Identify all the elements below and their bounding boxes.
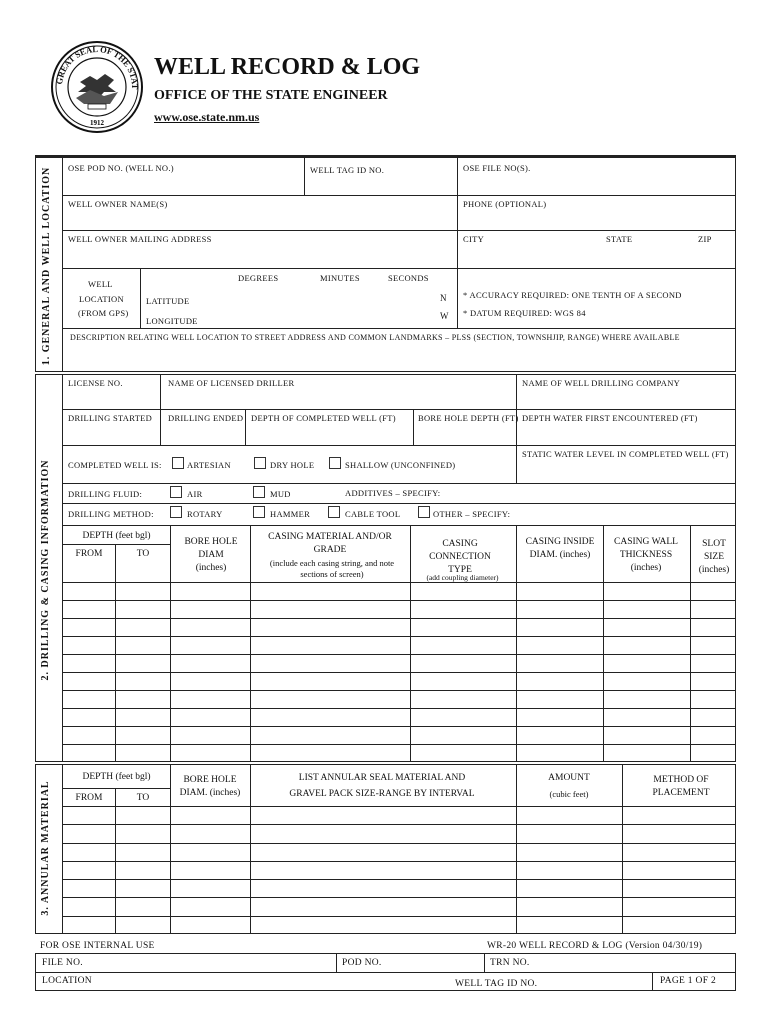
phone-label: PHONE (OPTIONAL) (463, 199, 547, 209)
svg-text:GREAT SEAL OF THE STATE OF NEW: GREAT SEAL OF THE STAT (54, 43, 141, 90)
ose-pod-label: OSE POD NO. (WELL NO.) (68, 163, 174, 173)
table-cell[interactable] (251, 898, 515, 914)
completed-well-label: COMPLETED WELL IS: (68, 460, 162, 470)
table-cell[interactable] (251, 825, 515, 841)
table-cell[interactable] (411, 619, 515, 635)
table-cell[interactable] (604, 619, 689, 635)
table-cell[interactable] (691, 727, 735, 743)
rotary-label: ROTARY (187, 509, 223, 519)
section2-label: 2. DRILLING & CASING INFORMATION (40, 459, 51, 681)
table-cell[interactable] (116, 727, 169, 743)
casing-depth-header: DEPTH (feet bgl) (82, 531, 151, 541)
table-cell[interactable] (171, 898, 249, 914)
table-cell[interactable] (517, 601, 602, 617)
well-location-label-2: LOCATION (79, 294, 124, 304)
drilling-fluid-label: DRILLING FLUID: (68, 489, 143, 499)
table-cell[interactable] (171, 807, 249, 823)
table-cell[interactable] (63, 917, 114, 933)
drilling-started-label: DRILLING STARTED (68, 413, 153, 423)
well-tag-footer-label: WELL TAG ID NO. (455, 979, 538, 989)
table-cell[interactable] (63, 601, 114, 617)
water-first-label: DEPTH WATER FIRST ENCOUNTERED (FT) (522, 413, 698, 423)
artesian-label: ARTESIAN (187, 460, 231, 470)
table-cell[interactable] (171, 727, 249, 743)
table-cell[interactable] (116, 655, 169, 671)
table-cell[interactable] (171, 691, 249, 707)
table-cell[interactable] (116, 880, 169, 896)
city-label: CITY (463, 234, 485, 244)
table-cell[interactable] (171, 745, 249, 761)
page-title: WELL RECORD & LOG (154, 54, 421, 80)
table-cell[interactable] (604, 673, 689, 689)
table-cell[interactable] (116, 709, 169, 725)
driller-name-label: NAME OF LICENSED DRILLER (168, 378, 295, 388)
location-description-label: DESCRIPTION RELATING WELL LOCATION TO STREET ADDRESS AND COMMON LANDMARKS – PLSS (SECTION, TOWNSHJIP, RANGE) WHERE AVAILABLE (70, 333, 680, 342)
table-cell[interactable] (517, 898, 621, 914)
table-cell[interactable] (63, 655, 114, 671)
table-cell[interactable] (604, 727, 689, 743)
table-cell[interactable] (517, 880, 621, 896)
table-cell[interactable] (251, 691, 409, 707)
longitude-label: LONGITUDE (146, 316, 198, 326)
table-cell[interactable] (517, 709, 602, 725)
table-cell[interactable] (517, 844, 621, 860)
table-cell[interactable] (623, 898, 735, 914)
table-cell[interactable] (116, 862, 169, 878)
table-cell[interactable] (411, 709, 515, 725)
table-cell[interactable] (411, 583, 515, 599)
table-cell[interactable] (63, 619, 114, 635)
section3-label: 3. ANNULAR MATERIAL (40, 780, 51, 916)
drilling-method-label: DRILLING METHOD: (68, 509, 154, 519)
table-cell[interactable] (411, 655, 515, 671)
section1-label: 1. GENERAL AND WELL LOCATION (41, 166, 52, 366)
seconds-label: SECONDS (388, 273, 429, 283)
drilling-ended-label: DRILLING ENDED (168, 413, 244, 423)
table-cell[interactable] (604, 709, 689, 725)
table-cell[interactable] (691, 691, 735, 707)
table-cell[interactable] (691, 673, 735, 689)
table-cell[interactable] (691, 709, 735, 725)
latitude-field[interactable] (200, 286, 430, 304)
longitude-w: W (440, 311, 449, 321)
owner-name-label: WELL OWNER NAME(S) (68, 199, 168, 209)
casing-connection-note: (add coupling diameter) (426, 573, 499, 582)
hammer-checkbox[interactable] (253, 506, 265, 518)
well-location-label-1: WELL (88, 279, 113, 289)
table-cell[interactable] (691, 601, 735, 617)
table-cell[interactable] (691, 637, 735, 653)
table-cell[interactable] (171, 709, 249, 725)
table-cell[interactable] (411, 673, 515, 689)
page-number: PAGE 1 OF 2 (660, 976, 717, 986)
trn-no-label: TRN NO. (490, 958, 530, 968)
table-cell[interactable] (604, 655, 689, 671)
table-cell[interactable] (116, 898, 169, 914)
table-cell[interactable] (517, 637, 602, 653)
table-cell[interactable] (171, 673, 249, 689)
table-cell[interactable] (517, 917, 621, 933)
table-cell[interactable] (63, 880, 114, 896)
table-cell[interactable] (116, 807, 169, 823)
table-cell[interactable] (604, 583, 689, 599)
table-cell[interactable] (251, 637, 409, 653)
table-cell[interactable] (411, 601, 515, 617)
table-cell[interactable] (604, 691, 689, 707)
casing-material-header: CASING MATERIAL AND/OR GRADE (268, 532, 392, 555)
latitude-n: N (440, 293, 447, 303)
slot-size-header: SLOT SIZE (inches) (698, 539, 730, 575)
well-tag-label: WELL TAG ID NO. (310, 165, 385, 175)
casing-to-header: TO (136, 549, 150, 559)
annular-depth-header: DEPTH (feet bgl) (82, 772, 151, 782)
cable-tool-label: CABLE TOOL (345, 509, 401, 519)
table-cell[interactable] (171, 655, 249, 671)
drilling-company-label: NAME OF WELL DRILLING COMPANY (522, 378, 681, 388)
hammer-label: HAMMER (270, 509, 311, 519)
table-cell[interactable] (171, 601, 249, 617)
ose-file-label: OSE FILE NO(S). (463, 163, 531, 173)
table-cell[interactable] (691, 655, 735, 671)
table-cell[interactable] (251, 709, 409, 725)
internal-use-label: FOR OSE INTERNAL USE (40, 941, 155, 951)
office-name: OFFICE OF THE STATE ENGINEER (154, 88, 388, 103)
file-no-label: FILE NO. (42, 958, 83, 968)
table-cell[interactable] (517, 655, 602, 671)
table-cell[interactable] (604, 745, 689, 761)
table-cell[interactable] (63, 807, 114, 823)
annular-bore-diam-header: BORE HOLE DIAM. (inches) (179, 775, 241, 798)
well-location-label-3: (FROM GPS) (78, 308, 129, 318)
other-method-checkbox[interactable] (418, 506, 430, 518)
degrees-label: DEGREES (238, 273, 279, 283)
casing-material-note: (include each casing string, and note sections of screen) (269, 558, 395, 580)
latitude-label: LATITUDE (146, 296, 190, 306)
table-cell[interactable] (63, 844, 114, 860)
table-cell[interactable] (623, 880, 735, 896)
shallow-checkbox[interactable] (329, 457, 341, 469)
state-seal (50, 40, 144, 134)
table-cell[interactable] (171, 825, 249, 841)
table-cell[interactable] (691, 745, 735, 761)
table-cell[interactable] (517, 825, 621, 841)
table-cell[interactable] (171, 917, 249, 933)
datum-note: * DATUM REQUIRED: WGS 84 (463, 308, 586, 318)
rotary-checkbox[interactable] (170, 506, 182, 518)
table-cell[interactable] (116, 844, 169, 860)
table-cell[interactable] (251, 917, 515, 933)
table-cell[interactable] (171, 880, 249, 896)
table-cell[interactable] (411, 691, 515, 707)
table-cell[interactable] (411, 637, 515, 653)
casing-connection-header: CASING CONNECTION TYPE (429, 539, 491, 575)
additives-field[interactable] (435, 485, 730, 501)
table-cell[interactable] (251, 619, 409, 635)
table-cell[interactable] (63, 673, 114, 689)
table-cell[interactable] (116, 619, 169, 635)
table-cell[interactable] (63, 825, 114, 841)
table-cell[interactable] (171, 637, 249, 653)
placement-header: METHOD OF PLACEMENT (652, 775, 710, 798)
table-cell[interactable] (116, 825, 169, 841)
table-cell[interactable] (63, 745, 114, 761)
table-cell[interactable] (63, 583, 114, 599)
dry-hole-label: DRY HOLE (270, 460, 315, 470)
annular-material-header-1: LIST ANNULAR SEAL MATERIAL AND (298, 773, 466, 783)
table-cell[interactable] (251, 844, 515, 860)
table-cell[interactable] (517, 673, 602, 689)
table-cell[interactable] (251, 601, 409, 617)
table-cell[interactable] (604, 601, 689, 617)
location-label: LOCATION (42, 976, 92, 986)
completed-depth-label: DEPTH OF COMPLETED WELL (FT) (251, 413, 396, 423)
location-field[interactable] (36, 973, 436, 990)
table-cell[interactable] (116, 601, 169, 617)
form-version: WR-20 WELL RECORD & LOG (Version 04/30/19) (487, 941, 703, 951)
casing-wall-header: CASING WALL THICKNESS (inches) (614, 537, 678, 573)
table-cell[interactable] (63, 727, 114, 743)
annular-material-header-2: GRAVEL PACK SIZE-RANGE BY INTERVAL (289, 789, 475, 799)
table-cell[interactable] (517, 807, 621, 823)
table-cell[interactable] (171, 862, 249, 878)
table-cell[interactable] (623, 807, 735, 823)
additives-label: ADDITIVES – SPECIFY: (345, 488, 441, 498)
table-cell[interactable] (63, 637, 114, 653)
table-cell[interactable] (623, 844, 735, 860)
cable-tool-checkbox[interactable] (328, 506, 340, 518)
casing-bore-diam-header: BORE HOLE DIAM (inches) (184, 537, 238, 573)
casing-from-header: FROM (75, 549, 103, 559)
table-cell[interactable] (517, 619, 602, 635)
table-cell[interactable] (63, 862, 114, 878)
table-cell[interactable] (251, 862, 515, 878)
casing-inside-diam-header: CASING INSIDE DIAM. (inches) (525, 537, 595, 560)
pod-no-label: POD NO. (342, 958, 382, 968)
table-cell[interactable] (63, 691, 114, 707)
mud-checkbox[interactable] (253, 486, 265, 498)
table-cell[interactable] (251, 807, 515, 823)
table-cell[interactable] (63, 709, 114, 725)
table-cell[interactable] (251, 673, 409, 689)
table-cell[interactable] (623, 862, 735, 878)
annular-to-header: TO (136, 793, 150, 803)
table-cell[interactable] (517, 862, 621, 878)
table-cell[interactable] (251, 727, 409, 743)
table-cell[interactable] (116, 583, 169, 599)
accuracy-note: * ACCURACY REQUIRED: ONE TENTH OF A SECOND (463, 290, 682, 300)
minutes-label: MINUTES (320, 273, 360, 283)
table-cell[interactable] (251, 583, 409, 599)
mailing-address-label: WELL OWNER MAILING ADDRESS (68, 234, 212, 244)
bore-depth-label: BORE HOLE DEPTH (FT) (418, 413, 519, 423)
annular-from-header: FROM (75, 793, 103, 803)
static-water-label: STATIC WATER LEVEL IN COMPLETED WELL (FT) (522, 449, 729, 459)
air-label: AIR (187, 489, 203, 499)
svg-text:1912: 1912 (90, 119, 104, 127)
table-cell[interactable] (251, 880, 515, 896)
table-cell[interactable] (251, 655, 409, 671)
table-cell[interactable] (517, 583, 602, 599)
table-cell[interactable] (171, 583, 249, 599)
amount-header: AMOUNT (548, 773, 590, 783)
table-cell[interactable] (116, 917, 169, 933)
table-cell[interactable] (604, 637, 689, 653)
table-cell[interactable] (691, 583, 735, 599)
table-cell[interactable] (517, 727, 602, 743)
amount-unit: (cubic feet) (549, 789, 589, 799)
shallow-label: SHALLOW (UNCONFINED) (345, 460, 456, 470)
mud-label: MUD (270, 489, 291, 499)
table-cell[interactable] (171, 844, 249, 860)
longitude-field[interactable] (200, 306, 430, 324)
other-method-label: OTHER – SPECIFY: (433, 509, 511, 519)
table-cell[interactable] (691, 619, 735, 635)
table-cell[interactable] (517, 745, 602, 761)
city-state-zip-field[interactable] (458, 231, 735, 267)
table-cell[interactable] (116, 673, 169, 689)
table-cell[interactable] (116, 691, 169, 707)
dry-hole-checkbox[interactable] (254, 457, 266, 469)
table-cell[interactable] (623, 825, 735, 841)
table-cell[interactable] (623, 917, 735, 933)
artesian-checkbox[interactable] (172, 457, 184, 469)
air-checkbox[interactable] (170, 486, 182, 498)
state-label: STATE (606, 234, 633, 244)
table-cell[interactable] (251, 745, 409, 761)
license-no-label: LICENSE NO. (68, 378, 123, 388)
table-cell[interactable] (63, 898, 114, 914)
table-cell[interactable] (411, 727, 515, 743)
table-cell[interactable] (116, 637, 169, 653)
table-cell[interactable] (411, 745, 515, 761)
table-cell[interactable] (517, 691, 602, 707)
table-cell[interactable] (116, 745, 169, 761)
website-link[interactable]: www.ose.state.nm.us (154, 110, 260, 124)
table-cell[interactable] (171, 619, 249, 635)
well-tag-field[interactable] (305, 158, 456, 194)
zip-label: ZIP (698, 234, 712, 244)
